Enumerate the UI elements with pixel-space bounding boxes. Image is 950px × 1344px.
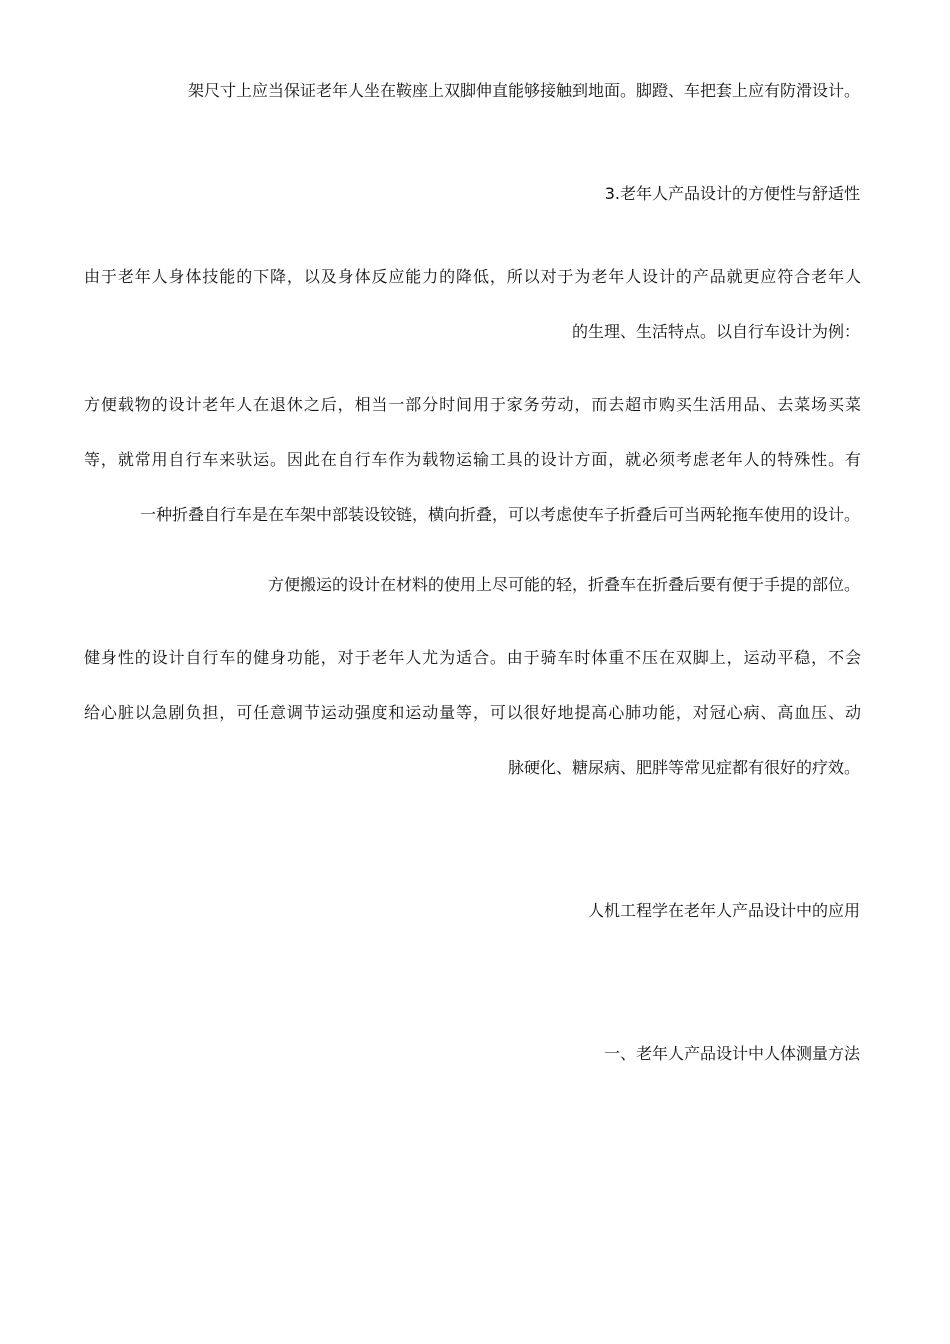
section-heading: 一、老年人产品设计中人体测量方法 (603, 1044, 860, 1063)
paragraph-line: 方便搬运的设计在材料的使用上尽可能的轻，折叠车在折叠后要有便于手提的部位。 (267, 575, 860, 594)
paragraph-line: 给心脏以急剧负担，可任意调节运动强度和运动量等，可以很好地提高心肺功能，对冠心病、高血压、动 (84, 703, 861, 722)
paragraph-line: 由于老年人身体技能的下降，以及身体反应能力的降低，所以对于为老年人设计的产品就更应符合老年人 (84, 267, 861, 286)
section-heading: 人机工程学在老年人产品设计中的应用 (587, 901, 860, 920)
section-heading: 3.老年人产品设计的方便性与舒适性 (604, 184, 860, 203)
paragraph-line: 的生理、生活特点。以自行车设计为例： (571, 322, 860, 341)
paragraph-line: 方便载物的设计老年人在退休之后，相当一部分时间用于家务劳动，而去超市购买生活用品、去菜场买菜 (84, 395, 861, 414)
paragraph-line: 脉硬化、糖尿病、肥胖等常见症都有很好的疗效。 (507, 758, 860, 777)
paragraph-line: 等，就常用自行车来驮运。因此在自行车作为载物运输工具的设计方面，就必须考虑老年人的特殊性。有 (84, 450, 861, 469)
paragraph-line: 健身性的设计自行车的健身功能，对于老年人尤为适合。由于骑车时体重不压在双脚上，运动平稳，不会 (84, 648, 861, 667)
paragraph-line: 一种折叠自行车是在车架中部装设铰链，横向折叠，可以考虑使车子折叠后可当两轮拖车使用的设计。 (139, 505, 860, 524)
paragraph-line: 架尺寸上应当保证老年人坐在鞍座上双脚伸直能够接触到地面。脚蹬、车把套上应有防滑设计。 (187, 81, 860, 100)
